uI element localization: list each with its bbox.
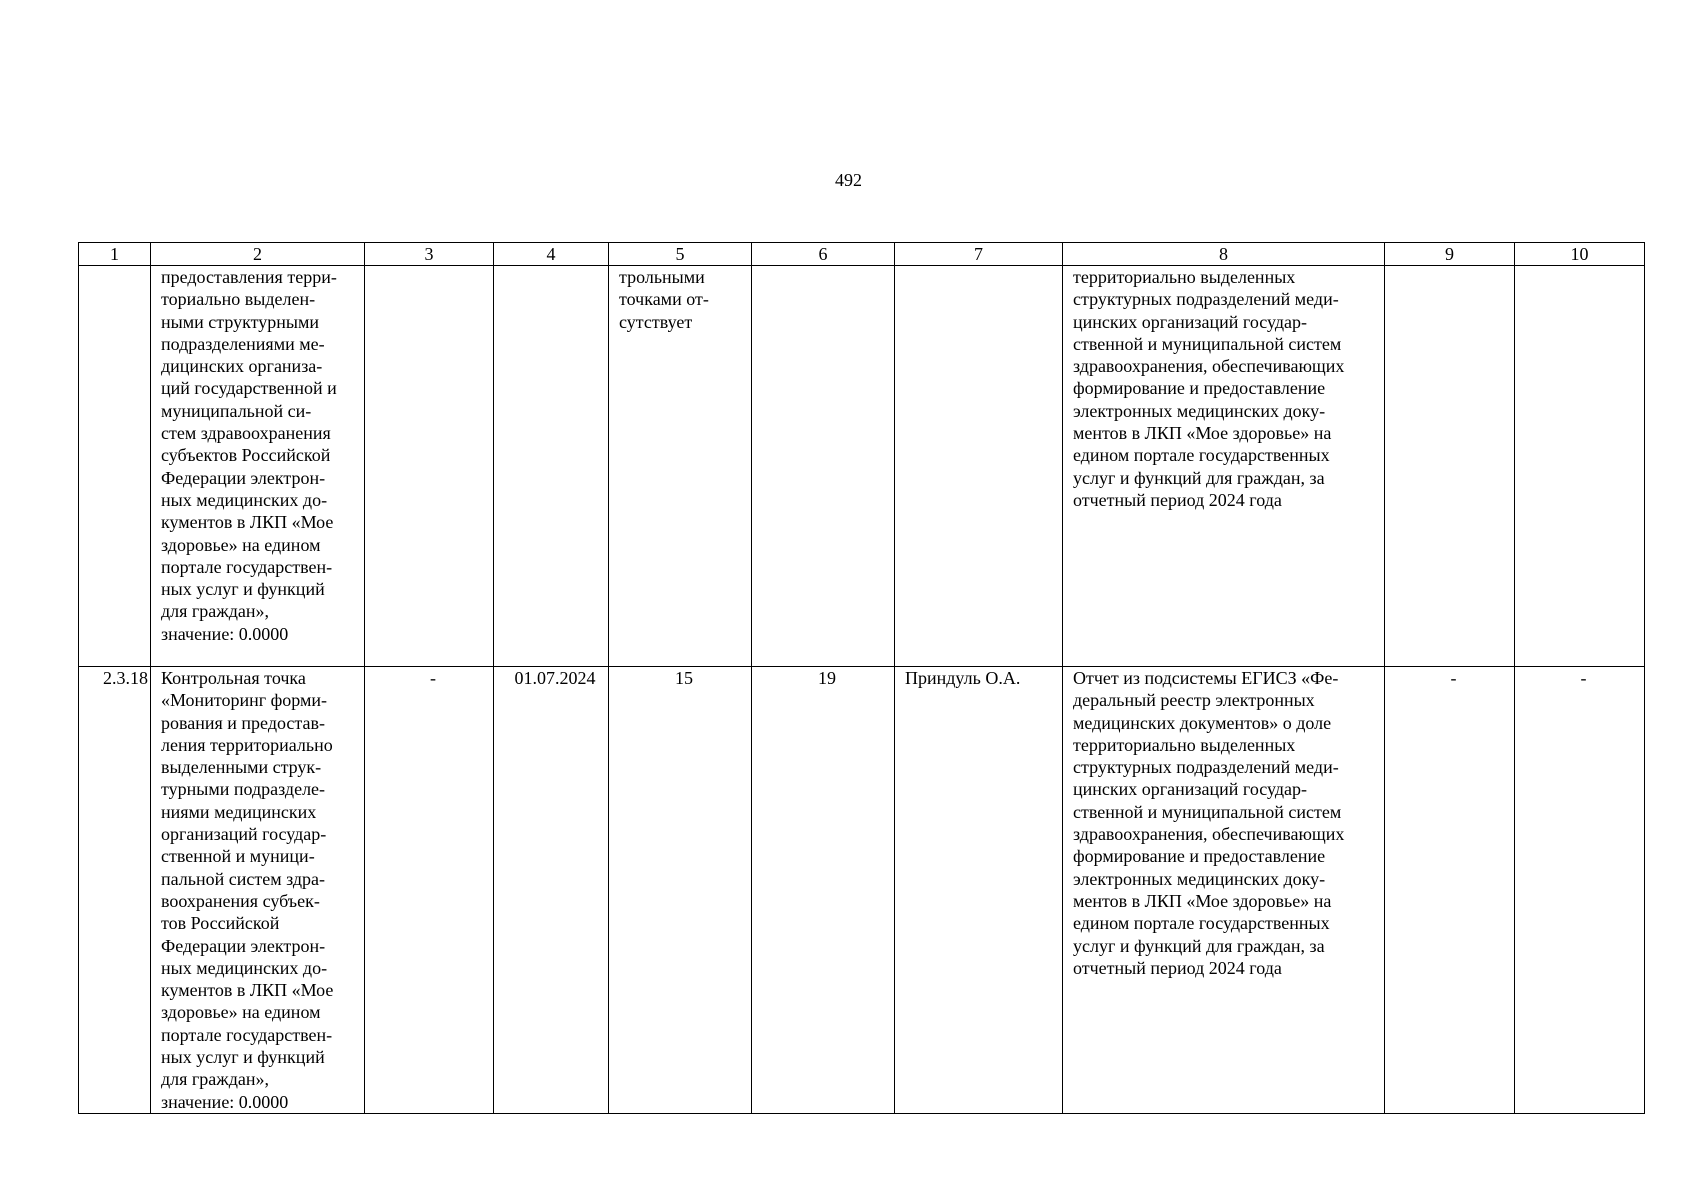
text-line: сутствует [619, 311, 693, 332]
text-line: здравоохранения, обеспечивающих [1073, 356, 1345, 377]
text-line: ными структурными [161, 311, 319, 332]
text-line: услуг и функций для граждан, за [1073, 467, 1325, 488]
table-row [79, 266, 1645, 667]
text-line: формирование и предоставление [1073, 378, 1326, 399]
text-line: портале государствен- [161, 1024, 333, 1045]
text-line: выделенными струк- [161, 757, 322, 778]
cell-col9: - [1385, 667, 1515, 1114]
text-line: отчетный период 2024 года [1073, 489, 1282, 510]
column-header: 5 [609, 243, 752, 266]
text-line: отчетный период 2024 года [1073, 957, 1282, 978]
cell-description [151, 266, 365, 667]
text-line: пальной систем здра- [161, 868, 326, 889]
cell-date: 01.07.2024 [494, 667, 609, 1114]
text-line: Федерации электрон- [161, 467, 326, 488]
cell-col5: 15 [609, 667, 752, 1114]
column-header: 10 [1515, 243, 1645, 266]
cell-number [79, 266, 151, 667]
text-line: «Мониторинг форми- [161, 690, 328, 711]
column-header: 9 [1385, 243, 1515, 266]
plan-table [78, 242, 1645, 1114]
text-line: ственной и муниципальной систем [1073, 801, 1342, 822]
text-line: формирование и предоставление [1073, 846, 1326, 867]
cell-col10: - [1515, 667, 1645, 1114]
text-line: дицинских организа- [161, 356, 323, 377]
text-line: здоровье» на едином [161, 1002, 321, 1023]
text-line: турными подразделе- [161, 779, 326, 800]
text-line: здравоохранения, обеспечивающих [1073, 824, 1345, 845]
text-line: территориально выделенных [1073, 734, 1296, 755]
text-line: подразделениями ме- [161, 333, 325, 354]
cell-date [494, 266, 609, 667]
text-line: портале государствен- [161, 556, 333, 577]
column-header: 3 [365, 243, 494, 266]
text-line: значение: 0.0000 [161, 623, 289, 644]
cell-col6: 19 [752, 667, 895, 1114]
cell-col5 [609, 266, 752, 667]
text-line: ториально выделен- [161, 289, 316, 310]
text-line: предоставления терри- [161, 267, 337, 287]
text-line: ных услуг и функций [161, 579, 325, 600]
text-line: тов Российской [161, 913, 280, 934]
text-line: ления территориально [161, 734, 333, 755]
text-line: структурных подразделений меди- [1073, 289, 1339, 310]
header-row [79, 243, 1645, 266]
text-line: цинских организаций государ- [1073, 779, 1308, 800]
text-line: ниями медицинских [161, 801, 317, 822]
text-line: электронных медицинских доку- [1073, 400, 1326, 421]
text-line: ственной и муниципальной систем [1073, 333, 1342, 354]
text-line: электронных медицинских доку- [1073, 868, 1326, 889]
cell-document [1063, 266, 1385, 667]
text-line: ных медицинских до- [161, 489, 328, 510]
cell-responsible [895, 266, 1063, 667]
cell-description [151, 667, 365, 1114]
text-line: Контрольная точка [161, 668, 306, 688]
cell-col6 [752, 266, 895, 667]
column-header: 1 [79, 243, 151, 266]
column-header: 8 [1063, 243, 1385, 266]
cell-col3 [365, 266, 494, 667]
text-line: точками от- [619, 289, 709, 310]
text-line: Федерации электрон- [161, 935, 326, 956]
cell-col3: - [365, 667, 494, 1114]
text-line: рования и предостав- [161, 712, 325, 733]
text-line: для граждан», [161, 601, 270, 622]
text-line: кументов в ЛКП «Мое [161, 512, 334, 533]
cell-number: 2.3.18 [79, 667, 151, 1114]
text-line: воохранения субъек- [161, 890, 320, 911]
text-line: ных услуг и функций [161, 1047, 325, 1068]
text-line: ственной и муници- [161, 846, 315, 867]
text-line: ций государственной и [161, 378, 337, 399]
text-line: едином портале государственных [1073, 445, 1330, 466]
text-line: деральный реестр электронных [1073, 690, 1315, 711]
table-row [79, 667, 1645, 1114]
text-line: ментов в ЛКП «Мое здоровье» на [1073, 423, 1332, 444]
text-line: ных медицинских до- [161, 957, 328, 978]
cell-document [1063, 667, 1385, 1114]
text-line: субъектов Российской [161, 445, 331, 466]
text-line: структурных подразделений меди- [1073, 757, 1339, 778]
text-line: территориально выделенных [1073, 267, 1296, 287]
text-line: ментов в ЛКП «Мое здоровье» на [1073, 890, 1332, 911]
text-line: для граждан», [161, 1069, 270, 1090]
column-header: 4 [494, 243, 609, 266]
page-number: 492 [835, 170, 862, 190]
text-line: кументов в ЛКП «Мое [161, 980, 334, 1001]
column-header: 2 [151, 243, 365, 266]
text-line: муниципальной си- [161, 400, 312, 421]
text-line: медицинских документов» о доле [1073, 712, 1332, 733]
text-line: Отчет из подсистемы ЕГИСЗ «Фе- [1073, 668, 1339, 688]
column-header: 6 [752, 243, 895, 266]
cell-responsible: Приндуль О.А. [895, 667, 1063, 1114]
text-line: трольными [619, 267, 705, 287]
text-line: значение: 0.0000 [161, 1091, 289, 1112]
cell-col9 [1385, 266, 1515, 667]
text-line: здоровье» на едином [161, 534, 321, 555]
text-line: услуг и функций для граждан, за [1073, 935, 1325, 956]
column-header: 7 [895, 243, 1063, 266]
cell-col10 [1515, 266, 1645, 667]
text-line: цинских организаций государ- [1073, 311, 1308, 332]
text-line: стем здравоохранения [161, 423, 331, 444]
text-line: едином портале государственных [1073, 913, 1330, 934]
text-line: организаций государ- [161, 824, 327, 845]
